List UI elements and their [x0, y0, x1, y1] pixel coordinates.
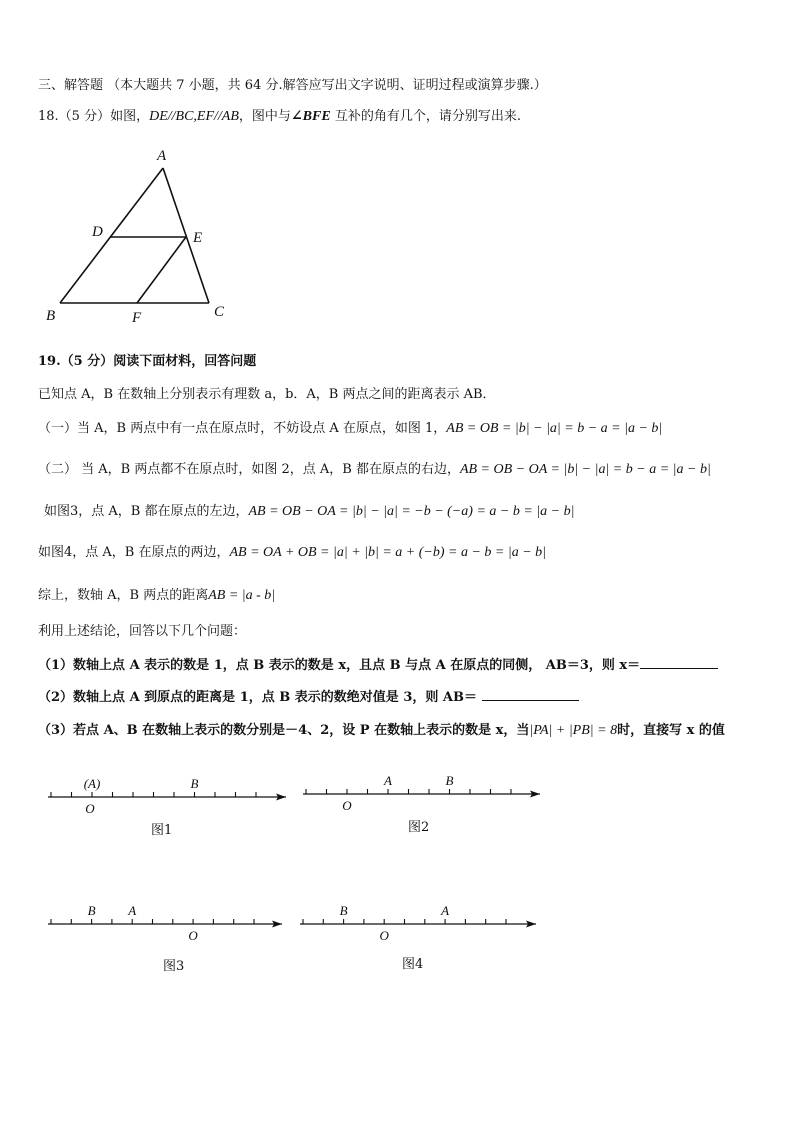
q19-case1: [38, 420, 662, 438]
q19-part1: [38, 655, 718, 675]
fig1-label-O: O: [85, 801, 95, 816]
figure-2-caption: 图2: [408, 820, 430, 835]
label-D: D: [92, 224, 103, 240]
q19-case3-math: AB = OB − OA = |b| − |a| = −b − (−a) = a − b = |a − b|: [248, 504, 575, 519]
figure-1-caption: 图1: [151, 823, 173, 838]
q19-case1-math: AB = OB = |b| − |a| = b − a = |a − b|: [446, 421, 663, 436]
figure-4-number-line: [300, 903, 536, 943]
label-B: B: [46, 308, 56, 324]
q19-part1-blank[interactable]: [640, 655, 718, 669]
q19-part3-post: 时，直接写 x 的值: [617, 723, 725, 738]
q19-part3-math: |PA| + |PB| = 8: [529, 723, 618, 738]
q19-part2: [38, 687, 579, 707]
q19-case4: [38, 544, 546, 562]
q19-part1-text: （1）数轴上点 A 表示的数是 1，点 B 表示的数是 x，且点 B 与点 A 在原点的同侧， AB＝3，则 x＝: [38, 658, 641, 673]
q19-case2-text: （二） 当 A，B 两点都不在原点时，如图 2，点 A，B 都在原点的右边，: [38, 462, 460, 477]
figure-3-number-line: [48, 903, 282, 943]
q19-case1-text: （一）当 A，B 两点中有一点在原点时，不妨设点 A 在原点，如图 1，: [38, 421, 447, 436]
q19-part3-pre: （3）若点 A、B 在数轴上表示的数分别是－4、2，设 P 在数轴上表示的数是 x，当: [38, 723, 530, 738]
q19-summary-math: AB = |a - b|: [208, 588, 276, 603]
q18-prefix: 18.（5 分）如图，: [38, 109, 150, 124]
label-A: A: [157, 148, 167, 164]
q19-case4-text: 如图4，点 A，B 在原点的两边，: [38, 545, 230, 560]
fig2-label-O: O: [342, 798, 352, 813]
fig3-label-O: O: [188, 928, 198, 943]
fig2-label-A: A: [384, 773, 392, 788]
section-header: 三、解答题 （本大题共 7 小题，共 64 分.解答应写出文字说明、证明过程或演算步骤.）: [38, 78, 547, 93]
q19-use: 利用上述结论，回答以下几个问题：: [38, 624, 247, 639]
q18-triangle-figure: [40, 145, 240, 330]
q19-summary-text: 综上，数轴 A，B 两点的距离: [38, 588, 209, 603]
q19-part3: [38, 722, 725, 740]
q18-mid: ，图中与: [238, 109, 291, 124]
q19-title: 19.（5 分）阅读下面材料，回答问题: [38, 354, 257, 369]
q18-math-angle: ∠BFE: [290, 109, 331, 124]
fig4-label-A: A: [441, 903, 450, 918]
fig1-label-B: B: [190, 776, 199, 791]
q19-case2-math: AB = OB − OA = |b| − |a| = b − a = |a − b|: [459, 462, 711, 477]
segment-EF: [137, 237, 186, 303]
segment-AB: [60, 168, 163, 303]
fig3-label-A: A: [128, 903, 137, 918]
label-F: F: [132, 310, 142, 326]
fig3-label-B: B: [87, 903, 96, 918]
q19-summary: [38, 587, 275, 605]
number-line-figures: [0, 760, 794, 990]
fig1-label-A: (A): [83, 776, 101, 791]
q19-intro: 已知点 A，B 在数轴上分别表示有理数 a，b．A，B 两点之间的距离表示 AB．: [38, 387, 496, 402]
fig2-label-B: B: [445, 773, 454, 788]
q18-stem: [38, 108, 521, 126]
label-C: C: [214, 304, 225, 320]
q18-suffix: 互补的角有几个，请分别写出来.: [334, 109, 521, 124]
q19-case3: [44, 503, 574, 521]
q19-case2: [38, 461, 711, 479]
label-E: E: [193, 230, 203, 246]
fig4-label-O: O: [379, 928, 389, 943]
figure-2-number-line: [303, 773, 540, 813]
q18-math-parallel: DE//BC,EF//AB: [149, 109, 239, 124]
q19-part2-blank[interactable]: [482, 687, 579, 701]
q19-case3-text: 如图3，点 A，B 都在原点的左边，: [44, 504, 249, 519]
figure-4-caption: 图4: [402, 957, 424, 972]
figure-3-caption: 图3: [163, 959, 185, 974]
fig4-label-B: B: [339, 903, 348, 918]
q19-case4-math: AB = OA + OB = |a| + |b| = a + (−b) = a − b = |a − b|: [229, 545, 546, 560]
q19-part2-text: （2）数轴上点 A 到原点的距离是 1，点 B 表示的数绝对值是 3，则 AB＝: [38, 690, 477, 705]
figure-1-number-line: [48, 776, 286, 816]
